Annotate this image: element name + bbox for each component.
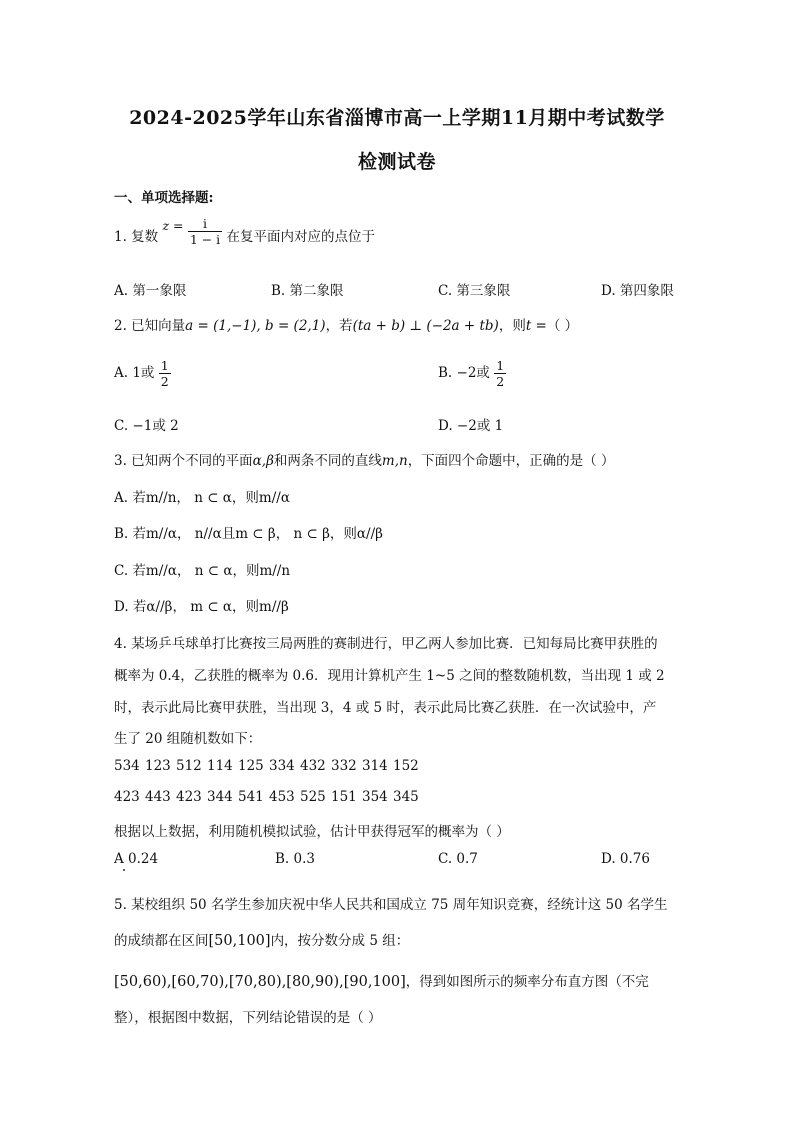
q3-stem-c: ，下面四个命题中，正确的是（ ）	[407, 453, 615, 469]
decorative-dot	[123, 869, 125, 871]
q5-line-2	[114, 929, 409, 949]
q2-text-c: ，则	[498, 318, 526, 334]
random-number: 332	[331, 758, 357, 774]
q2-vectors: a = (1,−1), b = (2,1)	[185, 318, 326, 334]
q2-option-d: D. −2或 1	[438, 418, 504, 434]
q3-planes: α,β	[252, 453, 274, 469]
q1-z-lhs: z =	[162, 218, 184, 233]
q1-denominator: 1 − i	[189, 232, 221, 247]
q2-option-a-fraction	[159, 358, 171, 389]
q5-line-3	[114, 970, 649, 990]
q1-option-d: D. 第四象限	[601, 283, 674, 299]
q2-condition: (ta + b) ⊥ (−2a + tb)	[352, 318, 499, 334]
q5-line-4: 整），根据图中数据，下列结论错误的是（ ）	[114, 1010, 382, 1026]
q1-prefix: 1. 复数	[114, 229, 159, 245]
random-number: 354	[362, 789, 388, 805]
q2-a-num: 1	[160, 358, 169, 373]
q2-text-b: ，若	[325, 318, 353, 334]
q2-option-a-prefix: A. 1或	[114, 365, 155, 381]
q1-option-a: A. 第一象限	[114, 283, 187, 299]
q4-line-3: 时，表示此局比赛甲获胜，当出现 3，4 或 5 时，表示此局比赛乙获胜．在一次试验中，产	[114, 700, 657, 716]
q5-line-3-b: ，得到如图所示的频率分布直方图（不完	[405, 974, 649, 990]
random-number: 534	[114, 758, 140, 774]
q5-line-2-b: 内，按分数分成 5 组：	[270, 933, 410, 949]
exam-title-line2: 检测试卷	[357, 151, 436, 173]
q4-option-b: B. 0.3	[275, 851, 315, 867]
q2-text-a: 2. 已知向量	[114, 318, 186, 334]
q4-question: 根据以上数据，利用随机模拟试验，估计甲获得冠军的概率为（ ）	[114, 824, 510, 840]
random-number: 344	[207, 789, 233, 805]
q2-a-den: 2	[160, 374, 169, 389]
random-number: 443	[145, 789, 171, 805]
q3-lines: m,n	[381, 453, 408, 469]
section-heading: 一、单项选择题:	[114, 190, 214, 206]
q3-option-b: B. 若m//α， n//α且m ⊂ β， n ⊂ β，则α//β	[114, 526, 383, 542]
q2-t-eq: t =	[525, 318, 547, 334]
q4-line-4: 生了 20 组随机数如下：	[114, 731, 262, 747]
q5-interval: [50,100]	[208, 933, 271, 949]
random-number: 525	[300, 789, 326, 805]
q4-option-d: D. 0.76	[601, 851, 650, 867]
question-2-stem	[114, 314, 578, 334]
question-3-stem	[114, 449, 614, 469]
question-1-stem	[114, 216, 375, 253]
random-number: 453	[269, 789, 295, 805]
q4-random-numbers-row-2	[114, 789, 424, 805]
q2-option-a	[114, 358, 171, 389]
q2-text-d: （ ）	[546, 318, 579, 334]
random-number: 114	[207, 758, 233, 774]
random-number: 123	[145, 758, 171, 774]
exam-title-line1: 2024-2025学年山东省淄博市高一上学期11月期中考试数学	[129, 107, 665, 129]
q1-fraction	[188, 216, 222, 247]
q2-option-b	[438, 358, 506, 389]
q4-random-numbers-row-1	[114, 758, 424, 774]
q1-numerator: i	[188, 216, 222, 232]
q3-stem-b: 和两条不同的直线	[273, 453, 382, 469]
q3-option-a: A. 若m//n， n ⊂ α，则m//α	[114, 490, 290, 506]
q2-b-den: 2	[496, 374, 505, 389]
random-number: 541	[238, 789, 264, 805]
q4-option-c: C. 0.7	[438, 851, 478, 867]
random-number: 345	[393, 789, 419, 805]
q2-b-num: 1	[496, 358, 505, 373]
q2-option-c: C. −1或 2	[114, 418, 179, 434]
random-number: 423	[114, 789, 140, 805]
q3-option-d: D. 若α//β， m ⊂ α，则m//β	[114, 599, 289, 615]
random-number: 334	[269, 758, 295, 774]
q2-option-b-prefix: B. −2或	[438, 365, 490, 381]
q1-suffix: 在复平面内对应的点位于	[226, 229, 375, 245]
q4-option-a: A 0.24	[114, 851, 159, 867]
q3-stem-a: 3. 已知两个不同的平面	[114, 453, 253, 469]
random-number: 125	[238, 758, 264, 774]
q5-line-2-a: 的成绩都在区间	[114, 933, 209, 949]
random-number: 512	[176, 758, 202, 774]
q4-line-1: 4. 某场乒乓球单打比赛按三局两胜的赛制进行，甲乙两人参加比赛．已知每局比赛甲获胜的	[114, 636, 658, 652]
q5-groups: [50,60),[60,70),[70,80),[80,90),[90,100]	[114, 974, 406, 990]
q2-option-b-fraction	[494, 358, 506, 389]
q1-option-b: B. 第二象限	[271, 283, 344, 299]
random-number: 432	[300, 758, 326, 774]
q3-option-c: C. 若m//α， n ⊂ α，则m//n	[114, 563, 291, 579]
q5-line-1: 5. 某校组织 50 名学生参加庆祝中华人民共和国成立 75 周年知识竞赛，经统计这 50 名学生	[114, 897, 668, 913]
random-number: 423	[176, 789, 202, 805]
q1-option-c: C. 第三象限	[438, 283, 511, 299]
random-number: 152	[393, 758, 419, 774]
random-number: 151	[331, 789, 357, 805]
q4-line-2: 概率为 0.4，乙获胜的概率为 0.6．现用计算机产生 1~5 之间的整数随机数，当出现 1 或 2	[114, 668, 665, 684]
random-number: 314	[362, 758, 388, 774]
